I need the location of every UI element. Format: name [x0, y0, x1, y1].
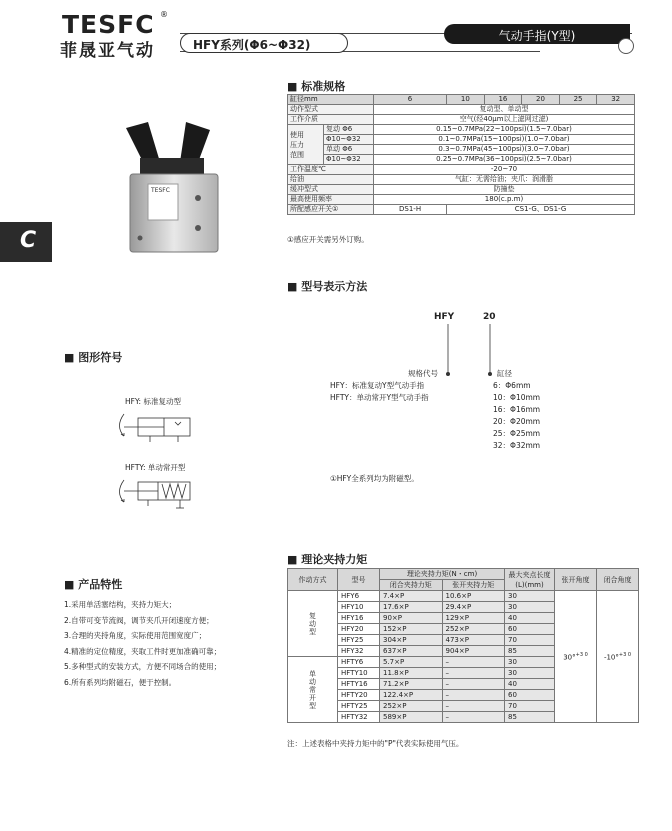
close-angle-tol: +3 0: [618, 652, 632, 659]
bore-code-line-3: 16：Φ16mm: [493, 405, 541, 414]
model-cell: HFTY10: [338, 668, 380, 679]
group-single: 单动常开型: [288, 657, 338, 723]
open-cell: 473×P: [442, 635, 505, 646]
double-10-size: Φ10~Φ32: [324, 135, 374, 145]
open-cell: –: [442, 712, 505, 723]
single-label: 单动: [326, 145, 340, 153]
open-cell: 10.6×P: [442, 591, 505, 602]
len-cell: 30: [505, 602, 555, 613]
switch-rest: CS1-G、DS1-G: [447, 205, 635, 215]
svg-text:TESFC: TESFC: [151, 187, 170, 194]
open-cell: 904×P: [442, 646, 505, 657]
spec-code-line-1: HFY：标准复动Y型气动手指: [330, 381, 425, 390]
feature-item-2: 2.自带可变节流阀，调节夹爪开闭速度方便；: [64, 615, 214, 625]
spec-table: [287, 94, 635, 215]
lube-label: 给油: [288, 175, 374, 185]
open-cell: 129×P: [442, 613, 505, 624]
len-cell: 60: [505, 690, 555, 701]
col-action: 作动方式: [288, 569, 338, 591]
open-cell: 29.4×P: [442, 602, 505, 613]
feature-item-5: 5.多种型式的安装方式，方便不同场合的使用；: [64, 662, 222, 671]
len-cell: 30: [505, 591, 555, 602]
close-angle: [597, 591, 639, 723]
action-value: 复动型、单动型: [374, 105, 635, 115]
action-label: 动作型式: [288, 105, 374, 115]
model-cell: HFTY25: [338, 701, 380, 712]
open-cell: –: [442, 679, 505, 690]
open-angle: [555, 591, 597, 723]
close-cell: 5.7×P: [380, 657, 443, 668]
single-10-size: Φ10~Φ32: [324, 155, 374, 165]
len-cell: 85: [505, 646, 555, 657]
spec-code-label: 规格代号: [408, 369, 438, 378]
bore-code-label: 缸径: [497, 369, 512, 378]
switch-label: 所配感应开关①: [288, 205, 374, 215]
title-cap-circle: [618, 38, 634, 54]
bore-32: 32: [597, 95, 635, 105]
close-cell: 71.2×P: [380, 679, 443, 690]
pressure-label: [288, 125, 324, 165]
brand-logo: TESFC: [62, 10, 155, 39]
single-acting-symbol: [118, 476, 198, 510]
open-cell: –: [442, 668, 505, 679]
col-close: 闭合夹持力矩: [380, 580, 443, 591]
force-table: [287, 568, 639, 723]
open-cell: –: [442, 690, 505, 701]
open-cell: –: [442, 657, 505, 668]
col-len: 最大夹点长度(L)(mm): [505, 569, 555, 591]
model-code-leaders: [440, 322, 500, 378]
spec-note: ①感应开关需另外订购。: [287, 235, 369, 244]
open-cell: 252×P: [442, 624, 505, 635]
bore-10: 10: [447, 95, 485, 105]
len-cell: 85: [505, 712, 555, 723]
len-cell: 30: [505, 657, 555, 668]
model-cell: HFTY32: [338, 712, 380, 723]
bore-6: 6: [374, 95, 447, 105]
d6-size: Φ6: [342, 125, 353, 133]
feature-item-1: 1.采用单活塞结构，夹持力矩大；: [64, 600, 177, 609]
cushion-value: 防撞垫: [374, 185, 635, 195]
model-cell: HFY25: [338, 635, 380, 646]
feature-item-4: 4.精准的定位精度，夹取工件时更加准确可靠；: [64, 646, 222, 656]
bore-code-line-1: 6：Φ6mm: [493, 381, 531, 390]
col-open: 张开夹持力矩: [442, 580, 505, 591]
model-cell: HFTY6: [338, 657, 380, 668]
brand-name-cn: 菲晟亚气动: [60, 41, 155, 61]
open-cell: –: [442, 701, 505, 712]
double-6-size: [324, 125, 374, 135]
close-angle-value: -10°: [603, 653, 619, 662]
bore-20: 20: [522, 95, 560, 105]
group-double: 复动型: [288, 591, 338, 657]
model-cell: HFY20: [338, 624, 380, 635]
single-6-size: [324, 145, 374, 155]
model-heading: ■ 型号表示方法: [287, 280, 368, 293]
bore-16: 16: [484, 95, 522, 105]
features-list: [64, 597, 221, 690]
bore-25: 25: [559, 95, 597, 105]
close-cell: 7.4×P: [380, 591, 443, 602]
cushion-label: 缓冲型式: [288, 185, 374, 195]
switch-6: DS1-H: [374, 205, 447, 215]
feature-item-3: 3.合理的夹持角度，实际使用范围宽度广；: [64, 631, 207, 640]
temp-label: 工作温度℃: [288, 165, 374, 175]
series-title: HFY系列(Φ6~Φ32): [180, 33, 348, 53]
double-10-pressure: 0.1~0.7MPa(15~100psi)(1.0~7.0bar): [374, 135, 635, 145]
medium-label: 工作介质: [288, 115, 374, 125]
col-torque: 理论夹持力矩(N・cm): [380, 569, 505, 580]
model-cell: HFY10: [338, 602, 380, 613]
len-cell: 70: [505, 635, 555, 646]
pressure-label-2: 压力: [290, 140, 304, 149]
model-cell: HFY16: [338, 613, 380, 624]
close-cell: 17.6×P: [380, 602, 443, 613]
bore-code-line-4: 20：Φ20mm: [493, 417, 541, 426]
force-note: 注：上述表格中夹持力矩中的"P"代表实际使用气压。: [287, 739, 464, 748]
model-cell: HFY32: [338, 646, 380, 657]
col-open-angle: 张开角度: [555, 569, 597, 591]
feature-item-6: 6.所有系列均附磁石，便于控制。: [64, 677, 177, 687]
double-acting-symbol: [118, 410, 198, 444]
col-model: 型号: [338, 569, 380, 591]
bore-code-line-6: 32：Φ32mm: [493, 441, 541, 450]
temp-value: -20~70: [374, 165, 635, 175]
spec-heading: ■ 标准规格: [287, 80, 346, 93]
pressure-label-3: 范围: [290, 150, 304, 159]
double-label: 复动: [326, 125, 340, 133]
close-cell: 90×P: [380, 613, 443, 624]
product-title: 气动手指(Y型): [444, 24, 630, 44]
lube-value: 气缸：无需给油；夹爪：润滑脂: [374, 175, 635, 185]
force-heading: ■ 理论夹持力矩: [287, 553, 368, 566]
symbol-heading: ■ 图形符号: [64, 351, 123, 364]
len-cell: 70: [505, 701, 555, 712]
product-image: [118, 118, 228, 258]
open-angle-tol: +3 0: [575, 652, 588, 659]
col-close-angle: 闭合角度: [597, 569, 639, 591]
open-angle-value: 30°: [563, 653, 576, 662]
table-row: [288, 591, 639, 602]
single-10-pressure: 0.25~0.7MPa(36~100psi)(2.5~7.0bar): [374, 155, 635, 165]
close-cell: 637×P: [380, 646, 443, 657]
bore-code-line-5: 25：Φ25mm: [493, 429, 541, 438]
close-cell: 589×P: [380, 712, 443, 723]
close-cell: 152×P: [380, 624, 443, 635]
single-6-pressure: 0.3~0.7MPa(45~100psi)(3.0~7.0bar): [374, 145, 635, 155]
close-cell: 252×P: [380, 701, 443, 712]
model-code-series: HFY: [434, 312, 455, 322]
features-heading: ■ 产品特性: [64, 578, 123, 591]
pressure-label-1: 使用: [290, 130, 304, 139]
spec-code-line-2: HFTY：单动常开Y型气动手指: [330, 393, 429, 402]
model-cell: HFY6: [338, 591, 380, 602]
s6-size: Φ6: [342, 145, 353, 153]
len-cell: 40: [505, 613, 555, 624]
model-code-bore: 20: [483, 312, 496, 322]
model-note: ①HFY全系列均为附磁型。: [330, 474, 419, 483]
brand-registered-mark: ®: [160, 10, 168, 19]
len-cell: 60: [505, 624, 555, 635]
chapter-tab: C: [0, 222, 52, 262]
len-cell: 30: [505, 668, 555, 679]
model-cell: HFTY20: [338, 690, 380, 701]
freq-value: 180(c.p.m): [374, 195, 635, 205]
medium-value: 空气(经40μm以上滤网过滤): [374, 115, 635, 125]
symbol-single-label: HFTY: 单动常开型: [125, 463, 186, 472]
close-cell: 11.8×P: [380, 668, 443, 679]
double-6-pressure: 0.15~0.7MPa(22~100psi)(1.5~7.0bar): [374, 125, 635, 135]
close-cell: 304×P: [380, 635, 443, 646]
close-cell: 122.4×P: [380, 690, 443, 701]
symbol-double-label: HFY: 标准复动型: [125, 397, 181, 406]
bore-code-line-2: 10：Φ10mm: [493, 393, 541, 402]
len-cell: 40: [505, 679, 555, 690]
model-cell: HFTY16: [338, 679, 380, 690]
bore-label: 缸径mm: [288, 95, 374, 105]
freq-label: 最高使用频率: [288, 195, 374, 205]
